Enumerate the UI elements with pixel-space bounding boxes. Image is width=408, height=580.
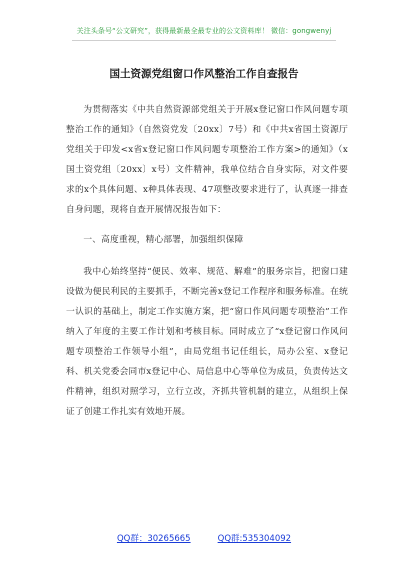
qq-group-link-1[interactable]: QQ群：30265665: [116, 534, 191, 544]
section-heading: 一、高度重视，精心部署，加强组织保障: [83, 235, 244, 245]
header-divider: [72, 40, 336, 41]
header-banner: 关注头条号“公文研究”，获得最新最全最专业的公文资料库！ 微信：gongwenyj: [76, 27, 332, 35]
footer: [0, 532, 408, 544]
qq-group-link-2[interactable]: QQ群:535304092: [217, 534, 292, 544]
document-title: 国土资源党组窗口作风整治工作自查报告: [109, 68, 299, 80]
section-paragraph: 我中心始终坚持“便民、效率、规范、解难”的服务宗旨，把窗口建设做为便民利民的主要抓手，不断完善x登记工作程序和服务标准。在统一认识的基础上，制定工作实施方案，把“窗口作风问题专项整治”工作纳入了年度的主要工作计划和考核目标。同时成立了“x登记窗口作风问题专项整治工作领导小组”，由局党组书记任组长，局办公室、x登记科、机关党委会同市x登记中心、局信息中心等单位为成员，负责传达文件精神，组织对照学习，立行立改，齐抓共管机制的建立，从组织上保证了创建工作扎实有效地开展。: [66, 267, 348, 417]
intro-paragraph: 为贯彻落实《中共自然资源部党组关于开展x登记窗口作风问题专项整治工作的通知》（自然资党发〔20xx〕7号）和《中共x省国土资源厅党组关于印发<x省x登记窗口作风问题专项整治工作方案>的通知》（x国土资党组〔20xx〕x号）文件精神，我单位结合自身实际，对文件要求的x个具体问题、x种具体表现、47项整改要求进行了，认真逐一排查自身问题，现将自查开展情况报告如下：: [66, 105, 348, 215]
document-body: [66, 100, 348, 422]
